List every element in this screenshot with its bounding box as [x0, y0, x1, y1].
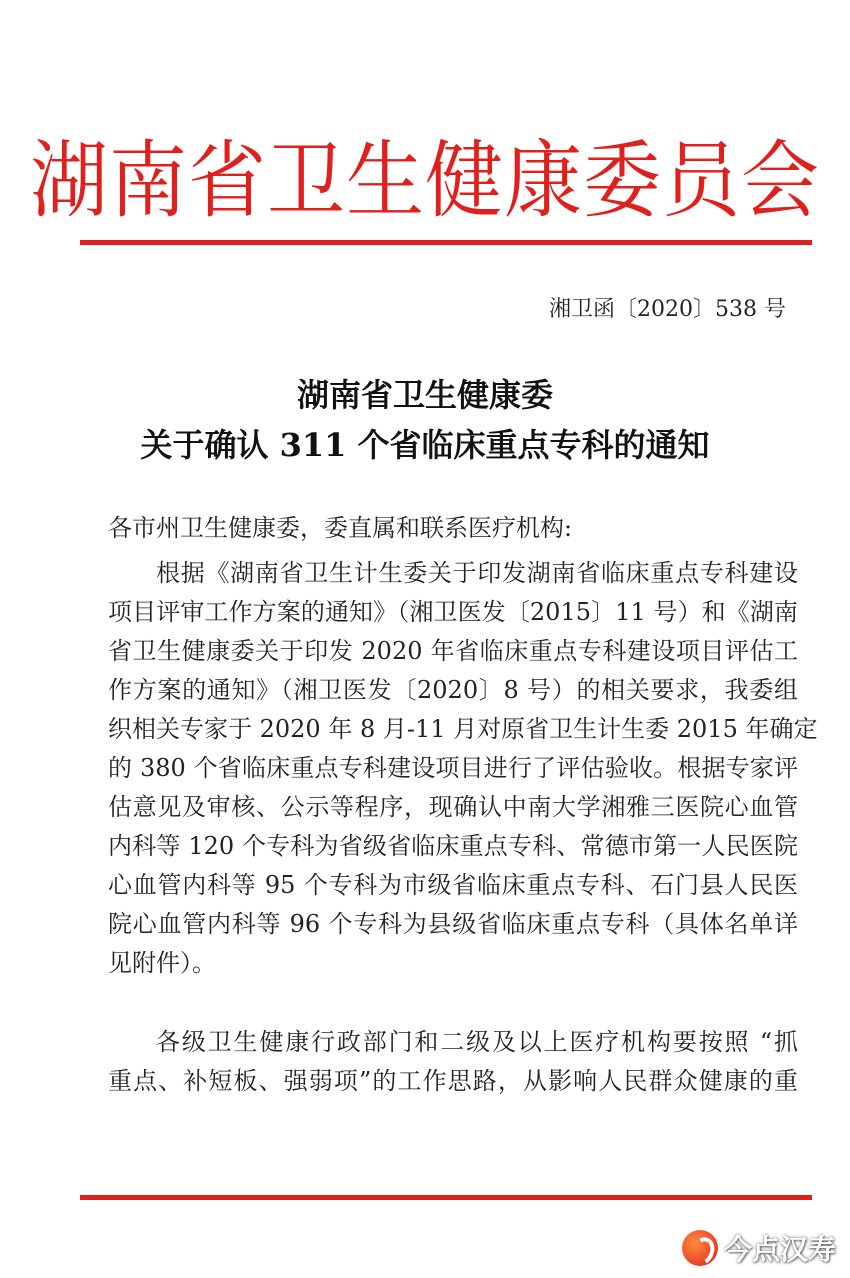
salutation: 各市州卫生健康委，委直属和联系医疗机构: — [108, 514, 573, 542]
swirl-logo-icon — [682, 1230, 718, 1266]
document-number: 湘卫函〔2020〕538 号 — [549, 297, 786, 322]
letterhead-title: 湖南省卫生健康委员会 — [29, 132, 820, 231]
notice-title-line-1: 湖南省卫生健康委 — [296, 376, 553, 414]
watermark — [682, 1228, 836, 1268]
paragraph-line: 见附件）。 — [108, 949, 216, 977]
notice-title-line-2: 关于确认 311 个省临床重点专科的通知 — [140, 426, 710, 464]
paragraph-line: 重点、补短板、强弱项”的工作思路，从影响人民群众健康的重 — [108, 1067, 798, 1095]
watermark-text: 今点汉寿 — [723, 1233, 836, 1266]
paragraph-line: 作方案的通知》（湘卫医发〔2020〕8 号）的相关要求，我委组 — [108, 676, 798, 704]
paragraph-line: 织相关专家于 2020 年 8 月-11 月对原省卫生计生委 2015 年确定 — [108, 715, 818, 743]
paragraph-line: 心血管内科等 95 个专科为市级省临床重点专科、石门县人民医 — [108, 871, 798, 899]
paragraph-line: 院心血管内科等 96 个专科为县级省临床重点专科（具体名单详 — [108, 910, 798, 938]
paragraph-line: 内科等 120 个专科为省级省临床重点专科、常德市第一人民医院 — [108, 832, 798, 860]
footer-rule — [80, 1195, 812, 1200]
paragraph-line: 的 380 个省临床重点专科建设项目进行了评估验收。根据专家评 — [108, 754, 798, 782]
paragraph-line: 项目评审工作方案的通知》（湘卫医发〔2015〕11 号）和《湖南 — [108, 598, 798, 626]
paragraph-line: 省卫生健康委关于印发 2020 年省临床重点专科建设项目评估工 — [108, 637, 798, 665]
paragraph-1 — [108, 554, 818, 983]
paragraph-line: 估意见及审核、公示等程序，现确认中南大学湘雅三医院心血管 — [108, 793, 798, 821]
letterhead-rule-top — [80, 240, 812, 245]
paragraph-line: 根据《湖南省卫生计生委关于印发湖南省临床重点专科建设 — [156, 559, 798, 587]
paragraph-line: 各级卫生健康行政部门和二级及以上医疗机构要按照 “抓 — [156, 1028, 798, 1056]
paragraph-2 — [108, 1023, 798, 1101]
